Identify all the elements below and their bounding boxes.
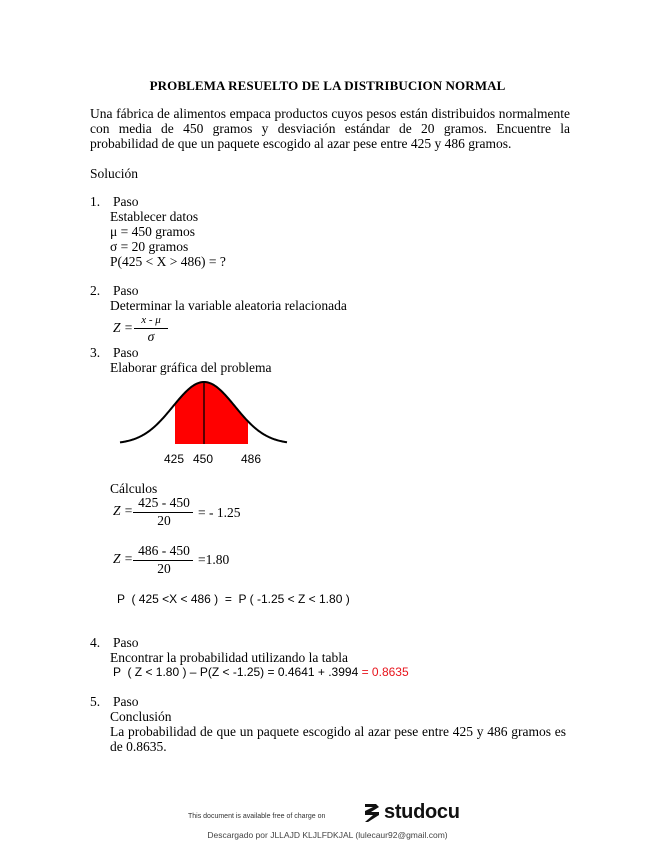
- step4-desc: Encontrar la probabilidad utilizando la tabla: [110, 650, 349, 665]
- step1-mu: μ = 450 gramos: [110, 224, 195, 239]
- step2-number: 2.: [90, 283, 101, 298]
- axis-label-450: 450: [193, 452, 214, 466]
- step4-result: = 0.8635: [361, 665, 409, 679]
- studocu-logo-icon: [362, 802, 382, 824]
- axis-label-486: 486: [241, 452, 262, 466]
- studocu-brand[interactable]: studocu: [384, 801, 460, 823]
- calc2-denominator: 20: [157, 561, 171, 576]
- conclusion-text: La probabilidad de que un paquete escogido al azar pese entre 425 y 486 gramos es de 0.8635.: [110, 724, 566, 754]
- step5-number: 5.: [90, 694, 101, 709]
- probability-transform: P ( 425 <X < 486 ) = P ( -1.25 < Z < 1.80 ): [117, 592, 350, 606]
- axis-label-425: 425: [164, 452, 185, 466]
- calc1-z-equals: Z =: [113, 503, 133, 518]
- step1-desc: Establecer datos: [110, 209, 199, 224]
- calc1-numerator: 425 - 450: [138, 495, 190, 510]
- calc1-denominator: 20: [157, 513, 171, 528]
- footer-available-text: This document is available free of charge on: [188, 813, 326, 820]
- step2-label: Paso: [113, 283, 139, 298]
- step1-number: 1.: [90, 194, 101, 209]
- step2-denominator: σ: [147, 329, 155, 344]
- step1-label: Paso: [113, 194, 139, 209]
- calc1-result: = - 1.25: [198, 505, 241, 520]
- footer-download-info: Descargado por JLLAJD KLJLFDKJAL (lulecaur92@gmail.com): [207, 830, 448, 840]
- step5-label: Paso: [113, 694, 139, 709]
- step1-prob: P(425 < X > 486) = ?: [110, 254, 226, 269]
- calc2-z-equals: Z =: [113, 551, 133, 566]
- page-title: PROBLEMA RESUELTO DE LA DISTRIBUCION NORMAL: [149, 78, 506, 93]
- step5-desc: Conclusión: [110, 709, 172, 724]
- step4-calc-text: P ( Z < 1.80 ) – P(Z < -1.25) = 0.4641 + .3994: [113, 665, 362, 679]
- calc-label: Cálculos: [110, 481, 158, 496]
- calc2-result: =1.80: [198, 552, 230, 567]
- step4-number: 4.: [90, 635, 101, 650]
- step3-label: Paso: [113, 345, 139, 360]
- step3-desc: Elaborar gráfica del problema: [110, 360, 272, 375]
- step2-desc: Determinar la variable aleatoria relacionada: [110, 298, 347, 313]
- step2-z-equals: Z =: [113, 320, 133, 335]
- step1-sigma: σ = 20 gramos: [110, 239, 189, 254]
- solution-label: Solución: [90, 166, 139, 181]
- calc2-numerator: 486 - 450: [138, 543, 190, 558]
- step2-numerator: x - μ: [141, 314, 161, 326]
- problem-statement: Una fábrica de alimentos empaca productos cuyos pesos están distribuidos normalmente con media de 450 gramos y desviación estándar de 20 gramos. Encuentre la probabilidad de que un paquete escogido al azar pese entre 425 y 486 gramos.: [90, 106, 570, 151]
- step3-number: 3.: [90, 345, 101, 360]
- normal-curve-graph: [115, 374, 295, 449]
- step4-calculation: [113, 665, 409, 679]
- step4-label: Paso: [113, 635, 139, 650]
